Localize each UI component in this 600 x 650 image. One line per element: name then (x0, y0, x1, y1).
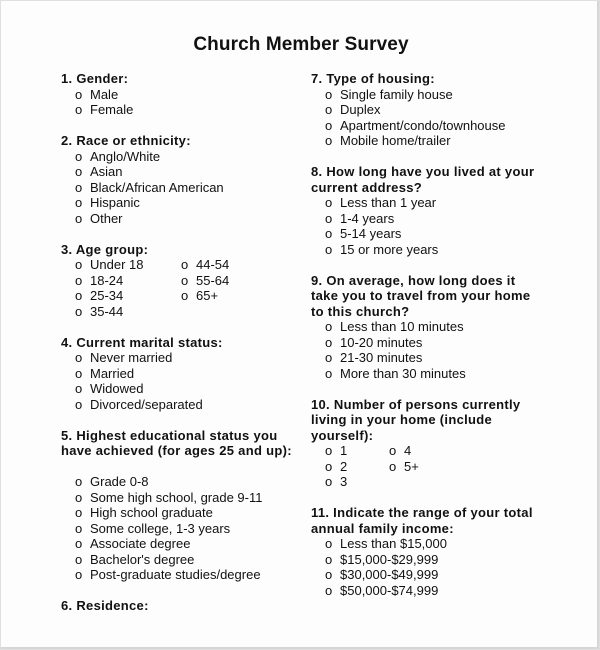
circle-bullet-icon: o (75, 288, 83, 303)
circle-bullet-icon: o (325, 350, 333, 365)
circle-bullet-icon: o (75, 505, 83, 520)
option-female[interactable]: o Female (75, 102, 134, 117)
circle-bullet-icon: o (75, 303, 83, 319)
circle-bullet-icon: o (75, 489, 83, 505)
circle-bullet-icon: o (75, 148, 83, 164)
option-less-than-1-year[interactable]: o Less than 1 year (325, 195, 437, 210)
question-title: 9. On average, how long does it take you to travel from your home to this church? (311, 272, 531, 319)
question-family-income (311, 505, 546, 598)
option-65-plus[interactable]: o 65+ (181, 288, 219, 303)
circle-bullet-icon: o (75, 195, 83, 210)
question-title: 2. Race or ethnicity: (61, 133, 191, 148)
option-5-plus-persons[interactable]: o 5+ (389, 458, 419, 474)
left-column (61, 71, 301, 614)
circle-bullet-icon: o (325, 319, 333, 334)
option-single-family-house[interactable]: o Single family house (325, 86, 453, 102)
question-title: 3. Age group: (61, 241, 149, 257)
option-never-married[interactable]: o Never married (75, 350, 173, 365)
circle-bullet-icon: o (325, 443, 333, 458)
option-associate-degree[interactable]: o Associate degree (75, 536, 191, 551)
option-some-high-school[interactable]: o Some high school, grade 9-11 (75, 489, 263, 505)
question-race (61, 133, 301, 226)
circle-bullet-icon: o (75, 179, 83, 195)
option-income-50k-75k[interactable]: o $50,000-$74,999 (325, 582, 439, 598)
circle-bullet-icon: o (325, 86, 333, 102)
option-25-34[interactable]: o 25-34 (75, 288, 124, 303)
option-grade-0-8[interactable]: o Grade 0-8 (75, 474, 149, 489)
option-3-persons[interactable]: o 3 (325, 474, 348, 489)
question-title: 7. Type of housing: (311, 71, 435, 86)
question-age-group (61, 242, 301, 320)
option-married[interactable]: o Married (75, 365, 135, 381)
question-title: 10. Number of persons currently living in your home (include yourself): (311, 396, 521, 443)
option-1-person[interactable]: o 1 (325, 443, 348, 458)
circle-bullet-icon: o (325, 365, 333, 381)
question-title: 8. How long have you lived at your current address? (311, 164, 535, 195)
option-some-college[interactable]: o Some college, 1-3 years (75, 520, 231, 536)
circle-bullet-icon: o (75, 365, 83, 381)
question-education (61, 428, 301, 583)
circle-bullet-icon: o (75, 520, 83, 536)
option-income-15k-30k[interactable]: o $15,000-$29,999 (325, 551, 439, 567)
option-other[interactable]: o Other (75, 210, 123, 226)
option-less-than-10-min[interactable]: o Less than 10 minutes (325, 319, 464, 334)
option-5-14-years[interactable]: o 5-14 years (325, 226, 402, 241)
circle-bullet-icon: o (181, 272, 189, 288)
option-55-64[interactable]: o 55-64 (181, 272, 230, 288)
option-male[interactable]: o Male (75, 86, 119, 102)
circle-bullet-icon: o (75, 86, 83, 102)
option-2-persons[interactable]: o 2 (325, 458, 348, 474)
option-high-school-graduate[interactable]: o High school graduate (75, 505, 213, 520)
question-title: 6. Residence: (61, 598, 149, 613)
page-body (1, 1, 599, 617)
circle-bullet-icon: o (325, 582, 333, 598)
option-44-54[interactable]: o 44-54 (181, 257, 230, 272)
option-bachelors-degree[interactable]: o Bachelor's degree (75, 551, 195, 567)
circle-bullet-icon: o (325, 551, 333, 567)
question-gender (61, 71, 301, 118)
option-18-24[interactable]: o 18-24 (75, 272, 124, 288)
page-title: Church Member Survey (193, 34, 409, 55)
option-income-under-15k[interactable]: o Less than $15,000 (325, 536, 447, 551)
question-title: 4. Current marital status: (61, 334, 223, 350)
circle-bullet-icon: o (181, 288, 189, 303)
option-widowed[interactable]: o Widowed (75, 381, 144, 396)
option-21-30-min[interactable]: o 21-30 minutes (325, 350, 423, 365)
circle-bullet-icon: o (75, 257, 83, 272)
question-travel-time (311, 273, 546, 382)
question-household-size (311, 397, 546, 490)
question-time-at-address (311, 164, 546, 257)
circle-bullet-icon: o (325, 102, 333, 117)
right-column (311, 71, 546, 598)
option-15-plus-years[interactable]: o 15 or more years (325, 241, 439, 257)
question-title: 11. Indicate the range of your total annual family income: (311, 505, 533, 536)
circle-bullet-icon: o (325, 334, 333, 350)
option-divorced-separated[interactable]: o Divorced/separated (75, 396, 203, 412)
circle-bullet-icon: o (325, 536, 333, 551)
survey-page (1, 1, 599, 649)
circle-bullet-icon: o (325, 241, 333, 257)
question-title: 1. Gender: (61, 71, 129, 86)
option-mobile-home[interactable]: o Mobile home/trailer (325, 133, 451, 148)
circle-bullet-icon: o (325, 117, 333, 133)
option-35-44[interactable]: o 35-44 (75, 303, 124, 319)
circle-bullet-icon: o (75, 396, 83, 412)
circle-bullet-icon: o (325, 567, 333, 582)
circle-bullet-icon: o (325, 210, 333, 226)
circle-bullet-icon: o (75, 381, 83, 396)
question-marital-status (61, 335, 301, 413)
option-black-african-american[interactable]: o Black/African American (75, 179, 224, 195)
option-income-30k-50k[interactable]: o $30,000-$49,999 (325, 567, 439, 582)
option-apartment[interactable]: o Apartment/condo/townhouse (325, 117, 506, 133)
option-duplex[interactable]: o Duplex (325, 102, 381, 117)
circle-bullet-icon: o (75, 567, 83, 582)
question-title: 5. Highest educational status you have achieved (for ages 25 and up): (61, 427, 292, 458)
circle-bullet-icon: o (325, 474, 333, 489)
option-1-4-years[interactable]: o 1-4 years (325, 210, 395, 226)
option-10-20-min[interactable]: o 10-20 minutes (325, 334, 423, 350)
circle-bullet-icon: o (325, 133, 333, 148)
circle-bullet-icon: o (325, 458, 333, 474)
question-housing-type (311, 71, 546, 149)
question-residence (61, 598, 301, 614)
circle-bullet-icon: o (75, 272, 83, 288)
circle-bullet-icon: o (75, 210, 83, 226)
circle-bullet-icon: o (325, 226, 333, 241)
option-under-18[interactable]: o Under 18 (75, 257, 144, 272)
option-4-persons[interactable]: o 4 (389, 443, 412, 458)
option-more-than-30-min[interactable]: o More than 30 minutes (325, 365, 466, 381)
circle-bullet-icon: o (389, 443, 397, 458)
circle-bullet-icon: o (75, 474, 83, 489)
circle-bullet-icon: o (75, 164, 83, 179)
circle-bullet-icon: o (389, 458, 397, 474)
option-hispanic[interactable]: o Hispanic (75, 195, 140, 210)
option-post-graduate[interactable]: o Post-graduate studies/degree (75, 567, 261, 582)
option-anglo-white[interactable]: o Anglo/White (75, 148, 161, 164)
circle-bullet-icon: o (75, 102, 83, 117)
option-asian[interactable]: o Asian (75, 164, 123, 179)
circle-bullet-icon: o (75, 536, 83, 551)
circle-bullet-icon: o (181, 257, 189, 272)
circle-bullet-icon: o (75, 551, 83, 567)
circle-bullet-icon: o (75, 350, 83, 365)
circle-bullet-icon: o (325, 195, 333, 210)
